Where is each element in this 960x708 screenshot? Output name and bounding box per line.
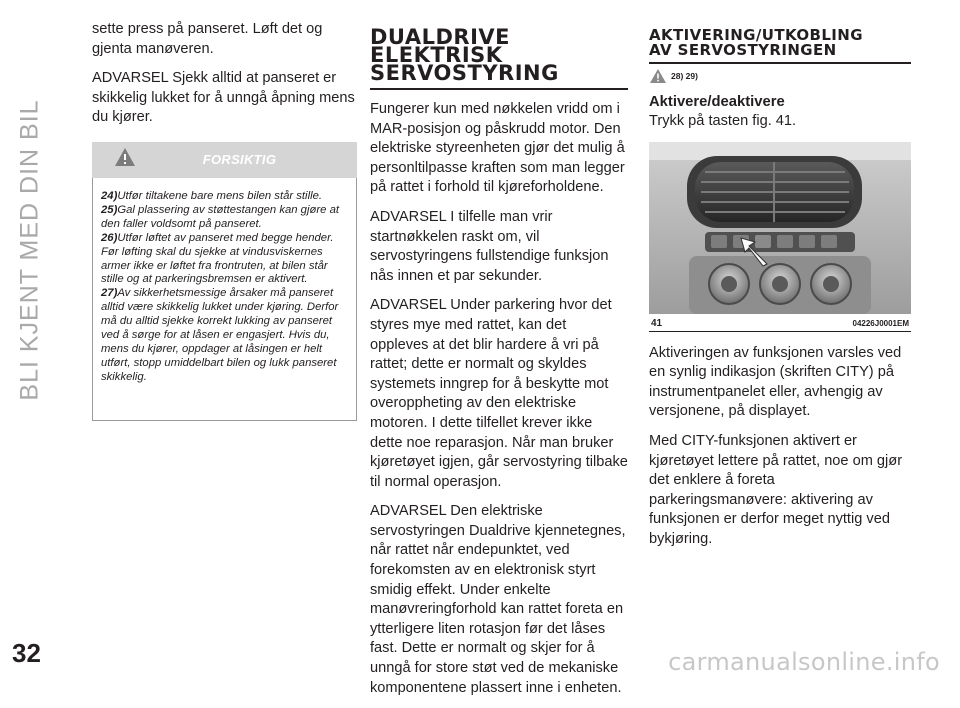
paragraph: ADVARSEL I tilfelle man vrir startnøkkelen raskt om, vil servostyringens fullstendige funksjon nås innen et par sekunder. (370, 208, 609, 284)
section-heading (649, 28, 911, 58)
paragraph: Trykk på tasten fig. 41. (649, 113, 797, 129)
caution-header (92, 142, 357, 178)
paragraph: ADVARSEL Den elektriske servostyringen Dualdrive kjennetegnes, når rattet når endepunktet, ved forekomsten av en elektronisk styrt smidig effekt. Under enkelte manøvreringforhold kan rattet foreta en ytterligere liten rotasjon før det låses fast. Dette er normalt og skjer for å unngå for store støt ved de mekaniske komponentene plassert inne i enheten. (370, 503, 626, 696)
watermark: carmanualsonline.info (668, 648, 940, 676)
warning-triangle-icon (649, 68, 667, 84)
note-number: 25) (101, 203, 118, 216)
paragraph: sette press på panseret. Løft det og gjenta manøveren. (92, 21, 323, 57)
note-references (649, 68, 911, 84)
note-number: 24) (101, 189, 118, 202)
section-heading (370, 25, 628, 85)
paragraph: Aktiveringen av funksjonen varsles ved en synlig indikasjon (skriften CITY) på instrumentpanelet eller, avhengig av versjonene, på displayet. (649, 344, 902, 420)
heading-line: AKTIVERING/UTKOBLING (649, 26, 863, 44)
dashboard-illustration (649, 142, 911, 314)
subheading: Aktivere/deaktivere (649, 94, 785, 110)
caution-note (101, 204, 348, 232)
paragraph: ADVARSEL Sjekk alltid at panseret er skikkelig lukket for å unngå åpning mens du kjører. (92, 70, 355, 126)
caution-note (101, 190, 348, 204)
reference-numbers: 28) 29) (671, 71, 698, 81)
heading-line: SERVOSTYRING (370, 61, 559, 85)
heading-rule (649, 62, 911, 64)
side-chapter-title: BLI KJENT MED DIN BIL (15, 99, 44, 401)
note-text: Gal plassering av støttestangen kan gjøre at den faller voldsomt på panseret. (101, 203, 339, 230)
caution-label: FORSIKTIG (202, 151, 277, 167)
middle-column (370, 20, 628, 708)
note-text: Utfør løftet av panseret med begge hender. Før løfting skal du sjekke at vindusviskernes armer ikke er løftet fra frontruten, at bilen står stille og at parkeringsbremsen er aktivert. (101, 231, 334, 286)
note-text: Av sikkerhetsmessige årsaker må panseret alltid være skikkelig lukket under kjøring. Derfor må du alltid sjekke korrekt lukking av panseret ved å sørge for at låsen er engasjert. Hvis du, mens du kjører, oppdager at låsingen er helt utført, stopp umiddelbart bilen og lukk panseret skikkelig. (101, 287, 339, 383)
note-text: Utfør tiltakene bare mens bilen står stille. (117, 189, 323, 202)
caution-box (92, 178, 357, 421)
paragraph: Med CITY-funksjonen aktivert er kjøretøyet lettere på rattet, noe om gjør det enklere å foreta parkeringsmanøvere: aktivering av funksjonen er derfor meget nyttig ved bykjøring. (649, 432, 903, 547)
note-number: 26) (101, 231, 118, 244)
heading-line: AV SERVOSTYRINGEN (649, 41, 837, 59)
caution-note (101, 287, 348, 384)
caution-note (101, 232, 348, 288)
heading-line: DUALDRIVE (370, 25, 510, 49)
heading-rule (370, 88, 628, 90)
figure-number: 41 (651, 317, 663, 329)
paragraph: ADVARSEL Under parkering hvor det styres mye med rattet, kan det oppleves at det blir hardere å vri på rattet; dette er normalt og skyldes systemets inngrep for å beskytte mot overoppheting av den elektriske motoren. I dette tilfellet krever ikke dette noe reparasjon. Når man bruker kjøretøyet igjen, går servostyring tilbake til normal operasjon. (370, 297, 628, 490)
figure-dashboard-photo (649, 142, 911, 314)
figure-code: 04226J0001EM (852, 318, 909, 328)
page-number: 32 (12, 638, 41, 668)
right-column (649, 20, 911, 560)
left-column (92, 20, 357, 421)
heading-line: ELEKTRISK (370, 43, 503, 67)
note-number: 27) (101, 287, 118, 300)
paragraph: Fungerer kun med nøkkelen vridd om i MAR-posisjon og påskrudd motor. Den elektriske styreenheten gjør det mulig å personltilpasse kraften som man legger på rattet i forhold til kjøreforholdene. (370, 101, 625, 196)
figure-caption (649, 314, 911, 332)
